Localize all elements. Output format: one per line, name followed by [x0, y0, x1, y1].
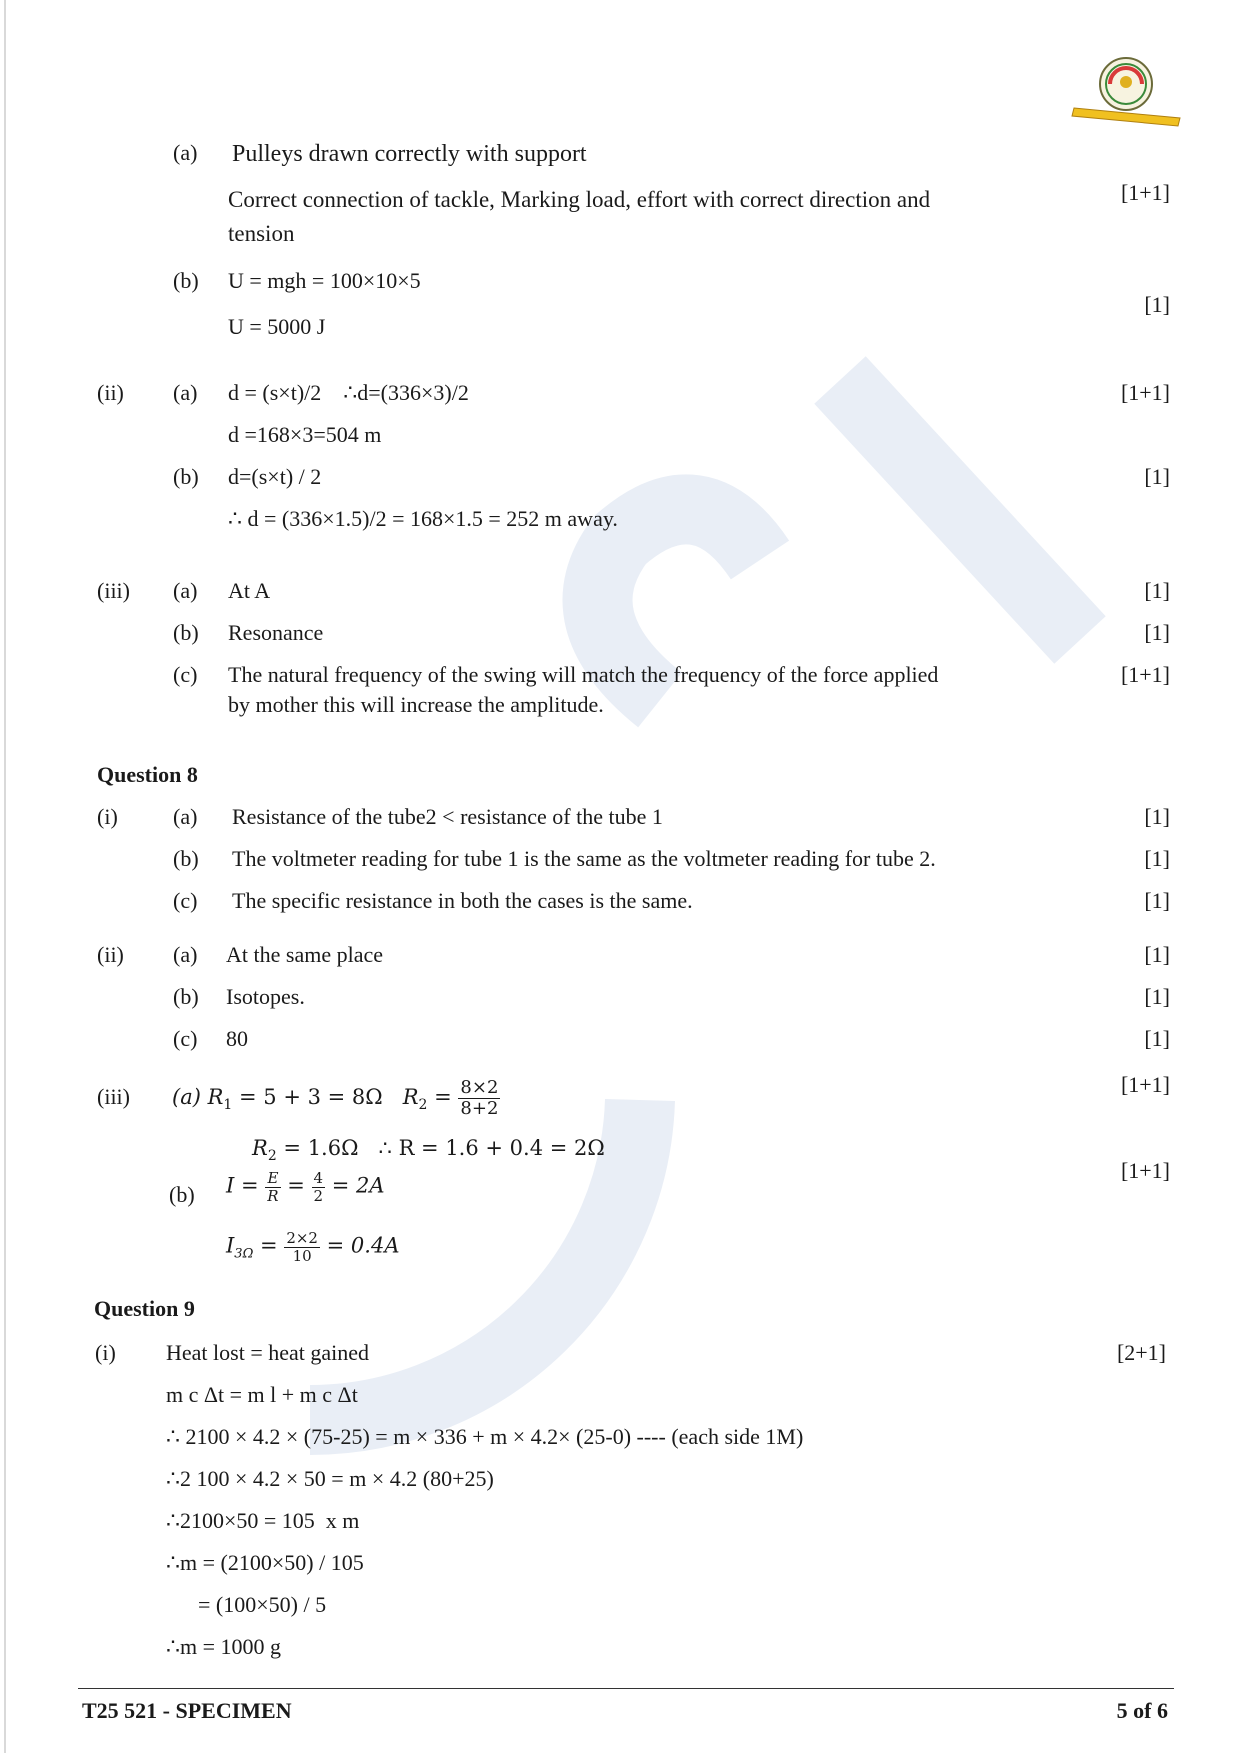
q7-iii-a-label: (a): [173, 578, 198, 603]
q8-iii-b-i3-result: = 0.4A: [326, 1233, 400, 1258]
q8-iii-b-result: = 2A: [331, 1173, 385, 1198]
q8-iii-b-i3-eq: $I_{3\Omega}$ = $\frac{2\times 2}{10}$ = 0.4A: [226, 1229, 400, 1265]
q7-iii-b-marks: [1]: [1144, 620, 1170, 645]
q8-i-label: (i): [97, 804, 118, 829]
q8-iii-b-i3-frac: [284, 1230, 320, 1264]
q7-ii-a-line1: d = (s×t)/2 ∴d=(336×3)/2: [228, 380, 469, 405]
q8-iii-a-equation: (a) $R_1 = 5 + 3 = 8\Omega$ $R_2$ = $\frac{8\times 2}{8+2}$: [172, 1077, 499, 1119]
q8-iii-a-marks: [1+1]: [1120, 1072, 1170, 1097]
q7-ii-a-marks: [1+1]: [1120, 380, 1170, 405]
q7-i-a-line3: tension: [228, 221, 295, 246]
q7-iii-c-line2: by mother this will increase the amplitude.: [228, 692, 604, 717]
q7-ii-b-line1: d=(s×t) / 2: [228, 464, 322, 489]
q8-iii-b-i3-den: 10: [292, 1246, 312, 1265]
q8-ii-a-label: (a): [173, 942, 198, 967]
q7-i-a-line2: Correct connection of tackle, Marking load, effort with correct direction and: [228, 187, 931, 212]
q9-heading: Question 9: [94, 1296, 195, 1321]
q8-i-b-text: The voltmeter reading for tube 1 is the same as the voltmeter reading for tube 2.: [232, 846, 936, 871]
q8-i-b-marks: [1]: [1144, 846, 1170, 871]
q8-i-c-text: The specific resistance in both the cases is the same.: [232, 888, 693, 913]
q8-iii-a-r2-den: 8+2: [460, 1097, 499, 1119]
q7-ii-b-line2: ∴ d = (336×1.5)/2 = 168×1.5 = 252 m away.: [228, 506, 618, 531]
q7-iii-b-text: Resonance: [228, 620, 324, 645]
q8-ii-a-text: At the same place: [226, 942, 383, 967]
q9-line-5: ∴2100×50 = 105 x m: [166, 1508, 360, 1533]
q8-i-a-text: Resistance of the tube2 < resistance of the tube 1: [232, 804, 663, 829]
q8-i-c-marks: [1]: [1144, 888, 1170, 913]
q8-iii-b-4: 4: [313, 1169, 324, 1187]
q8-i-a-marks: [1]: [1144, 804, 1170, 829]
q8-ii-b-label: (b): [173, 984, 199, 1009]
q7-iii-c-label: (c): [173, 662, 198, 687]
cisce-logo: [1068, 50, 1186, 128]
q8-iii-b-frac-42: [312, 1170, 326, 1204]
q8-iii-a-line2: $R_2 = 1.6\Omega$ ∴ R = 1.6 + 0.4 = 2Ω: [252, 1136, 605, 1165]
q7-i-a-label: (a): [173, 140, 198, 165]
q7-i-b-label: (b): [173, 268, 199, 293]
q8-iii-b-e: E: [265, 1170, 280, 1188]
q8-ii-label: (ii): [97, 942, 124, 967]
q7-ii-b-label: (b): [173, 464, 199, 489]
q8-iii-a-r1: = 5 + 3 = 8Ω: [239, 1084, 383, 1109]
q7-ii-a-label: (a): [173, 380, 198, 405]
q8-i-a-label: (a): [173, 804, 198, 829]
q7-i-a-line1: Pulleys drawn correctly with support: [232, 141, 587, 167]
q8-iii-a-label: (a): [172, 1084, 201, 1109]
q7-iii-c-line1: The natural frequency of the swing will match the frequency of the force applied: [228, 662, 939, 687]
q8-iii-b-marks: [1+1]: [1120, 1158, 1170, 1183]
q8-ii-c-marks: [1]: [1144, 1026, 1170, 1051]
q8-iii-b-frac-er: [265, 1170, 280, 1204]
q7-ii-a-line2: d =168×3=504 m: [228, 422, 382, 447]
q8-ii-c-label: (c): [173, 1026, 198, 1051]
q8-ii-b-marks: [1]: [1144, 984, 1170, 1009]
q9-line-3: ∴ 2100 × 4.2 × (75-25) = m × 336 + m × 4.2× (25-0) ---- (each side 1M): [166, 1424, 804, 1449]
q9-line-4: ∴2 100 × 4.2 × 50 = m × 4.2 (80+25): [166, 1466, 494, 1491]
q7-iii-b-label: (b): [173, 620, 199, 645]
q8-iii-b-2: 2: [313, 1186, 324, 1205]
watermark-letter-e: [840, 380, 1080, 640]
q8-ii-b-text: Isotopes.: [226, 984, 305, 1009]
q8-ii-a-marks: [1]: [1144, 942, 1170, 967]
q9-line-6: ∴m = (2100×50) / 105: [166, 1550, 364, 1575]
q8-iii-a-r2-num: 8×2: [460, 1077, 499, 1098]
footer-page-number: 5 of 6: [1116, 1698, 1168, 1723]
q8-i-c-label: (c): [173, 888, 198, 913]
q8-iii-b-eq-sign: =: [240, 1173, 259, 1198]
q9-line-8: ∴m = 1000 g: [166, 1634, 282, 1659]
q8-iii-a-line2-text: = 1.6Ω ∴ R = 1.6 + 0.4 = 2Ω: [283, 1136, 605, 1160]
q7-iii-a-marks: [1]: [1144, 578, 1170, 603]
q8-iii-b-r: R: [267, 1186, 279, 1205]
footer-paper-code: T25 521 - SPECIMEN: [82, 1698, 292, 1723]
q7-iii-label: (iii): [97, 578, 130, 603]
q7-iii-a-text: At A: [228, 578, 271, 603]
q7-iii-c-marks: [1+1]: [1120, 662, 1170, 687]
q7-i-b-line2: U = 5000 J: [228, 314, 326, 339]
q7-i-b-line1: U = mgh = 100×10×5: [228, 268, 421, 293]
q8-ii-c-text: 80: [226, 1026, 248, 1051]
q8-i-b-label: (b): [173, 846, 199, 871]
q8-iii-b-label: (b): [169, 1182, 195, 1207]
q7-i-b-marks: [1]: [1144, 292, 1170, 317]
q8-iii-b-current-eq: I = $\frac{E}{R}$ = $\frac{4}{2}$ = 2A: [226, 1169, 385, 1205]
q9-i-label: (i): [95, 1340, 116, 1365]
q8-iii-a-r2-fraction: [458, 1078, 500, 1119]
q9-line-2: m c Δt = m l + m c Δt: [166, 1382, 358, 1407]
q8-iii-label: (iii): [97, 1084, 130, 1109]
q9-line-7: = (100×50) / 5: [198, 1592, 327, 1617]
footer-rule: [78, 1688, 1174, 1689]
q8-iii-b-i3-num: 2×2: [286, 1229, 318, 1247]
q9-line-1: Heat lost = heat gained: [166, 1340, 370, 1365]
q7-ii-label: (ii): [97, 380, 124, 405]
q8-heading: Question 8: [97, 762, 198, 787]
q7-ii-b-marks: [1]: [1144, 464, 1170, 489]
q9-i-marks: [2+1]: [1116, 1340, 1166, 1365]
q7-i-a-marks: [1+1]: [1120, 180, 1170, 205]
